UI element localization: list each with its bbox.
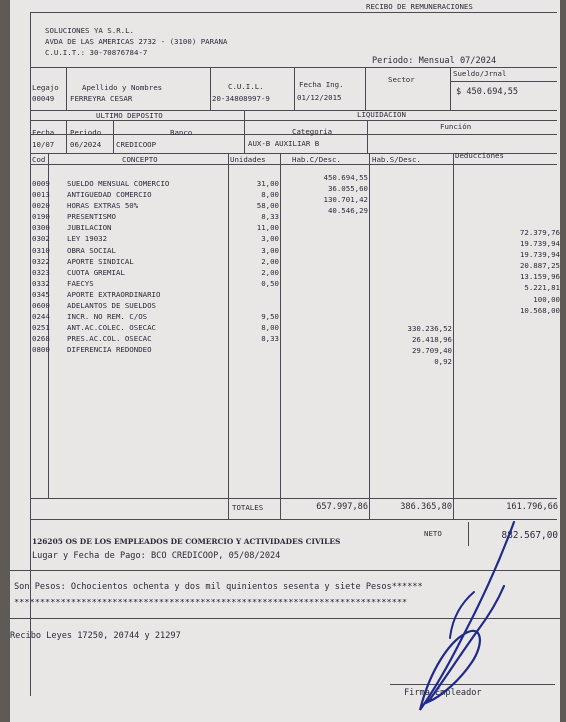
column-deducciones xyxy=(454,227,560,316)
employee-name: FERREYRA CESAR xyxy=(70,94,133,103)
company-cuit: C.U.I.T.: 30-70876784-7 xyxy=(45,48,148,57)
column-unidades xyxy=(228,178,279,356)
liquidacion-label: LIQUIDACION xyxy=(357,110,406,119)
payment-place-date: Lugar y Fecha de Pago: BCO CREDICOOP, 05/08/2024 xyxy=(32,551,281,561)
cell-unidades xyxy=(228,289,279,300)
bank-label: Banco xyxy=(170,128,193,137)
cell-concepto: APORTE EXTRAORDINARIO xyxy=(67,289,161,299)
deposit-date: 10/07 xyxy=(32,140,55,149)
cell-cod: 0251 xyxy=(32,323,50,333)
cell-cod: 0302 xyxy=(32,234,50,244)
cell-cod: 0600 xyxy=(32,301,50,311)
column-cod xyxy=(32,178,62,356)
os-prefix: OS xyxy=(65,537,78,546)
cell-ded: 19.739,94 xyxy=(519,250,560,260)
cell-concepto: FAECYS xyxy=(67,278,94,288)
cell-unidades: 2,00 xyxy=(261,256,279,266)
payslip-paper xyxy=(10,0,560,722)
column-concepto xyxy=(67,178,227,356)
deposit-period-label: Periodo xyxy=(70,128,102,137)
cell-hab_s: 29.709,40 xyxy=(411,346,452,356)
neto-label: NETO xyxy=(424,529,442,538)
cell-cod: 0300 xyxy=(32,223,50,233)
cell-cod: 0009 xyxy=(32,179,50,188)
obra-social-line xyxy=(32,538,340,545)
handwritten-signature xyxy=(390,520,520,720)
col-header-unidades: Unidades xyxy=(230,155,266,164)
cell-unidades xyxy=(228,344,279,355)
cell-concepto: HORAS EXTRAS 50% xyxy=(67,201,139,211)
salary-label: Sueldo/Jrnal xyxy=(453,69,507,78)
cell-cod: 0244 xyxy=(32,312,50,322)
cell-ded: 20.887,25 xyxy=(519,261,560,271)
cell-unidades: 8,00 xyxy=(261,323,279,333)
cell-concepto: ANT.AC.COLEC. OSECAC xyxy=(67,323,156,333)
stars-line: **************************************************************************** xyxy=(14,599,408,608)
laws-text: Recibo Leyes 17250, 20744 y 21297 xyxy=(10,631,181,641)
cell-ded: 100,00 xyxy=(533,294,560,304)
cell-ded: 10.568,00 xyxy=(519,305,560,315)
cell-hab_s: 26.418,96 xyxy=(411,335,452,345)
cell-ded: 13.159,96 xyxy=(519,272,560,282)
function-label: Función xyxy=(440,122,472,131)
cell-unidades: 3,00 xyxy=(261,234,279,244)
cell-concepto: LEY 19032 xyxy=(67,234,108,244)
name-label: Apellido y Nombres xyxy=(82,83,163,92)
col-header-hab-c: Hab.C/Desc. xyxy=(292,155,341,164)
hire-date-value: 01/12/2015 xyxy=(297,93,342,102)
cell-unidades: 3,00 xyxy=(261,245,279,255)
col-header-cod: Cod xyxy=(32,155,46,164)
cell-cod: 0332 xyxy=(32,278,50,288)
cell-unidades: 58,00 xyxy=(256,201,279,211)
cell-unidades: 9,50 xyxy=(261,312,279,322)
cuil-label: C.U.I.L. xyxy=(228,82,264,91)
legajo-label: Legajo xyxy=(32,83,59,92)
category-label: Categoria xyxy=(292,127,333,136)
cell-concepto: OBRA SOCIAL xyxy=(67,245,116,255)
cell-concepto: PRESENTISMO xyxy=(67,212,116,222)
last-deposit-label: ULTIMO DEPOSITO xyxy=(96,111,163,120)
document-title: RECIBO DE REMUNERACIONES xyxy=(366,2,473,11)
cell-ded: 19.739,94 xyxy=(519,239,560,249)
neto-value: 882.567,00 xyxy=(501,530,558,541)
cell-unidades: 0,50 xyxy=(261,278,279,288)
cell-unidades: 2,00 xyxy=(261,267,279,277)
period: Periodo: Mensual 07/2024 xyxy=(372,56,497,66)
cell-ded: 72.379,76 xyxy=(519,228,560,237)
cell-cod: 0020 xyxy=(32,201,50,211)
totals-label: TOTALES xyxy=(232,503,264,512)
column-hab-c xyxy=(282,172,368,216)
cell-hab_c: 40.546,29 xyxy=(327,206,368,216)
os-name: DE LOS EMPLEADOS DE COMERCIO Y ACTIVIDADES CIVILES xyxy=(79,537,341,546)
cell-hab_s: 0,92 xyxy=(434,357,452,367)
cell-hab_s: 330.236,52 xyxy=(407,324,452,333)
deposit-date-label: Fecha xyxy=(32,128,55,137)
deposit-period: 06/2024 xyxy=(70,140,102,149)
col-header-concepto: CONCEPTO xyxy=(122,155,158,164)
cell-unidades: 8,33 xyxy=(261,334,279,344)
cell-concepto: JUBILACION xyxy=(67,223,112,233)
total-hab-s: 386.365,80 xyxy=(400,502,452,512)
os-code: 126205 xyxy=(32,537,63,546)
cell-unidades: 31,00 xyxy=(256,179,279,188)
signature-label: Firma Empleador xyxy=(404,688,482,698)
column-hab-s xyxy=(370,323,452,367)
cell-cod: 0310 xyxy=(32,245,50,255)
cell-cod: 0013 xyxy=(32,190,50,200)
cell-unidades: 11,00 xyxy=(256,223,279,233)
cell-hab_c: 36.055,60 xyxy=(327,184,368,194)
amount-in-words: Son Pesos: Ochocientos ochenta y dos mil quinientos sesenta y siete Pesos****** xyxy=(14,582,423,592)
hire-date-label: Fecha Ing. xyxy=(299,80,344,89)
cell-concepto: SUELDO MENSUAL COMERCIO xyxy=(67,179,170,188)
cell-cod: 0268 xyxy=(32,334,50,344)
company-address: AVDA DE LAS AMERICAS 2732 - (3100) PARANA xyxy=(45,37,228,46)
col-header-deducciones: Deducciones xyxy=(455,151,504,160)
cuil-value: 20-34808997-9 xyxy=(212,94,270,103)
cell-hab_c: 450.694,55 xyxy=(323,173,368,182)
cell-unidades: 8,00 xyxy=(261,190,279,200)
cell-concepto: INCR. NO REM. C/OS xyxy=(67,312,148,322)
total-hab-c: 657.997,86 xyxy=(316,502,368,512)
cell-concepto: PRES.AC.COL. OSECAC xyxy=(67,334,152,344)
cell-concepto: DIFERENCIA REDONDEO xyxy=(67,345,152,355)
legajo-value: 00049 xyxy=(32,94,55,103)
cell-unidades: 8,33 xyxy=(261,212,279,222)
bank-value: CREDICOOP xyxy=(116,140,157,149)
sector-label: Sector xyxy=(388,75,415,84)
cell-concepto: ADELANTOS DE SUELDOS xyxy=(67,301,156,311)
cell-cod: 0322 xyxy=(32,256,50,266)
cell-unidades xyxy=(228,300,279,311)
cell-concepto: CUOTA GREMIAL xyxy=(67,267,125,277)
cell-cod: 0345 xyxy=(32,289,50,299)
cell-concepto: ANTIGUEDAD COMERCIO xyxy=(67,190,152,200)
salary-value: $ 450.694,55 xyxy=(456,87,519,97)
cell-cod: 0190 xyxy=(32,212,50,222)
cell-hab_c: 130.701,42 xyxy=(323,195,368,205)
total-deducciones: 161.796,66 xyxy=(506,502,558,512)
category-value: AUX-B AUXILIAR B xyxy=(248,139,320,148)
company-name: SOLUCIONES YA S.R.L. xyxy=(45,26,134,35)
cell-ded: 5.221,81 xyxy=(524,283,560,293)
cell-concepto: APORTE SINDICAL xyxy=(67,256,134,266)
cell-cod: 0800 xyxy=(32,345,50,355)
cell-cod: 0323 xyxy=(32,267,50,277)
col-header-hab-s: Hab.S/Desc. xyxy=(372,155,421,164)
